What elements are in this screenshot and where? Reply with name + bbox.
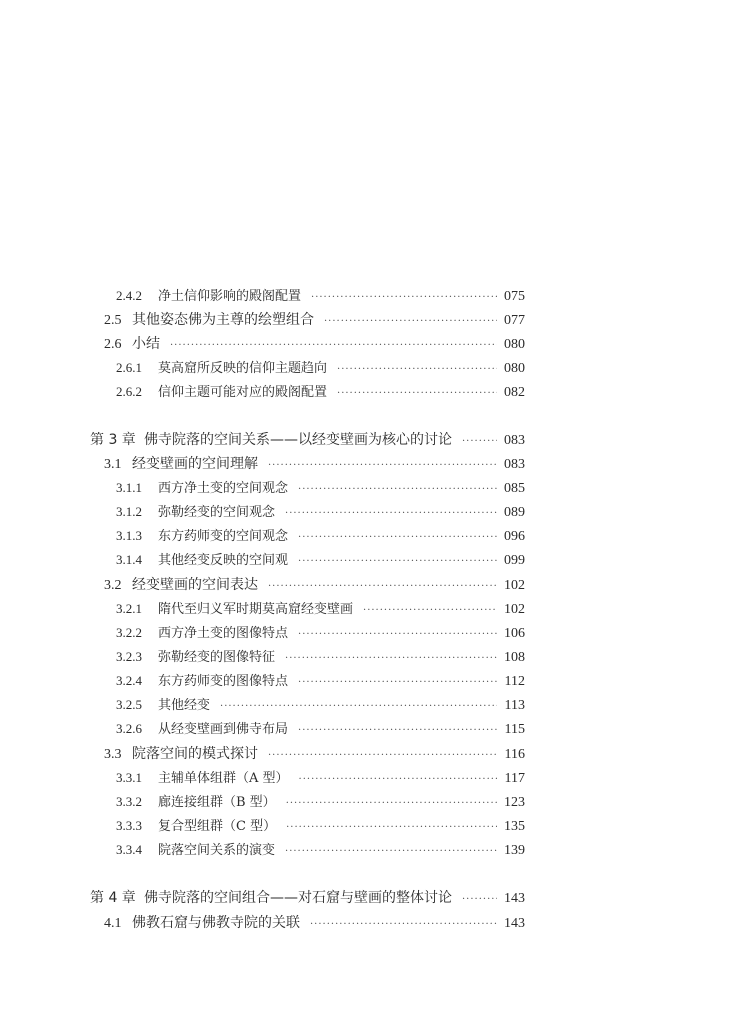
toc-entry — [116, 768, 525, 788]
toc-entry-title: 东方药师变的图像特点 — [158, 674, 289, 689]
toc-entry-page: 096 — [504, 529, 525, 544]
toc-entry — [104, 454, 525, 474]
toc-leader-dots — [363, 601, 497, 621]
toc-entry-title: 院落空间的模式探讨 — [132, 746, 258, 762]
toc-entry-title: 其他姿态佛为主尊的绘塑组合 — [132, 312, 314, 328]
toc-leader-dots — [285, 649, 497, 669]
toc-entry-title: 经变壁画的空间表达 — [132, 577, 258, 593]
toc-entry — [116, 719, 525, 739]
toc-leader-dots — [268, 456, 497, 476]
toc-leader-dots — [324, 312, 497, 332]
toc-leader-dots — [462, 890, 497, 910]
toc-entry-number: 3.2.4 — [116, 673, 142, 688]
toc-entry-title: 院落空间关系的演变 — [158, 843, 276, 858]
toc-entry-title: 弥勒经变的图像特征 — [158, 650, 276, 665]
toc-entry — [104, 310, 525, 330]
toc-entry-page: 143 — [504, 891, 525, 906]
toc-entry-title: 信仰主题可能对应的殿阁配置 — [158, 385, 328, 400]
toc-entry-title: 其他经变反映的空间观 — [158, 553, 289, 568]
toc-entry-page: 075 — [504, 289, 525, 304]
toc-entry-title: 弥勒经变的空间观念 — [158, 505, 276, 520]
toc-entry-title: 经变壁画的空间理解 — [132, 456, 258, 472]
toc-entry-number: 3.2 — [104, 578, 122, 593]
toc-leader-dots — [310, 915, 497, 935]
toc-entry-title: 东方药师变的空间观念 — [158, 529, 289, 544]
toc-entry — [90, 888, 525, 908]
toc-entry — [90, 430, 525, 450]
toc-entry-title: 西方净土变的图像特点 — [158, 626, 289, 641]
toc-entry-title: 小结 — [132, 336, 160, 352]
toc-entry-number: 3.3.2 — [116, 794, 142, 809]
toc-leader-dots — [286, 818, 497, 838]
toc-entry-page: 115 — [504, 722, 525, 737]
toc-entry-page: 116 — [504, 747, 525, 762]
toc-leader-dots — [268, 577, 497, 597]
toc-leader-dots — [268, 746, 497, 766]
toc-entry-number: 3.1.4 — [116, 552, 142, 567]
toc-entry-number: 3.3.4 — [116, 842, 142, 857]
toc-entry — [116, 647, 525, 667]
toc-entry — [116, 358, 525, 378]
toc-entry — [116, 840, 525, 860]
toc-entry-title: 佛教石窟与佛教寺院的关联 — [132, 915, 300, 931]
toc-entry-number: 2.5 — [104, 313, 122, 328]
toc-leader-dots — [337, 384, 497, 404]
toc-entry-number: 3.2.1 — [116, 601, 142, 616]
toc-entry-title: 复合型组群（C 型） — [158, 819, 277, 834]
toc-entry-page: 082 — [504, 385, 525, 400]
toc-entry-number: 3.1.1 — [116, 480, 142, 495]
toc-entry-page: 123 — [504, 795, 525, 810]
toc-entry-number: 3.1 — [104, 457, 122, 472]
toc-entry-number: 3.3 — [104, 747, 122, 762]
toc-leader-dots — [311, 288, 497, 308]
toc-entry-number: 3.2.2 — [116, 625, 142, 640]
toc-entry — [116, 671, 525, 691]
toc-leader-dots — [298, 528, 497, 548]
toc-entry-title: 西方净土变的空间观念 — [158, 481, 289, 496]
toc-leader-dots — [220, 697, 497, 717]
toc-entry — [116, 792, 525, 812]
toc-entry-number: 3.3.3 — [116, 818, 142, 833]
toc-leader-dots — [170, 336, 497, 356]
toc-entry-number: 3.3.1 — [116, 770, 142, 785]
toc-entry — [116, 502, 525, 522]
toc-entry — [116, 478, 525, 498]
toc-entry-number: 3.1.2 — [116, 504, 142, 519]
toc-leader-dots — [298, 721, 497, 741]
toc-leader-dots — [462, 432, 497, 452]
toc-leader-dots — [286, 794, 497, 814]
toc-entry-number: 4.1 — [104, 916, 122, 931]
toc-entry-page: 117 — [504, 771, 525, 786]
toc-entry-page: 102 — [504, 578, 525, 593]
toc-entry-page: 106 — [504, 626, 525, 641]
toc-entry-page: 113 — [504, 698, 525, 713]
toc-entry-title: 隋代至归义军时期莫高窟经变壁画 — [158, 602, 354, 617]
toc-entry-page: 112 — [504, 674, 525, 689]
toc-entry-number: 2.6.1 — [116, 360, 142, 375]
toc-entry — [116, 623, 525, 643]
toc-entry — [116, 286, 525, 306]
toc-entry — [104, 913, 525, 933]
toc-entry-number: 2.4.2 — [116, 288, 142, 303]
toc-entry-page: 083 — [504, 457, 525, 472]
toc-leader-dots — [337, 360, 497, 380]
toc-entry-page: 102 — [504, 602, 525, 617]
toc-leader-dots — [298, 480, 497, 500]
toc-entry-title: 其他经变 — [158, 698, 211, 713]
toc-leader-dots — [298, 625, 497, 645]
toc-entry-page: 143 — [504, 916, 525, 931]
toc-entry-page: 108 — [504, 650, 525, 665]
toc-entry-page: 139 — [504, 843, 525, 858]
toc-entry — [116, 382, 525, 402]
toc-entry — [116, 550, 525, 570]
toc-entry-number: 2.6 — [104, 337, 122, 352]
toc-entry-page: 089 — [504, 505, 525, 520]
toc-entry-title: 净土信仰影响的殿阁配置 — [158, 289, 302, 304]
toc-entry — [104, 575, 525, 595]
toc-entry-title: 主辅单体组群（A 型） — [158, 771, 289, 786]
toc-entry-number: 第 3 章 — [90, 432, 136, 448]
toc-entry-page: 077 — [504, 313, 525, 328]
toc-entry-number: 3.2.6 — [116, 721, 142, 736]
toc-entry-number: 3.2.3 — [116, 649, 142, 664]
toc-leader-dots — [298, 552, 497, 572]
toc-entry-page: 080 — [504, 361, 525, 376]
toc-entry-title: 佛寺院落的空间组合——对石窟与壁画的整体讨论 — [144, 890, 452, 906]
toc-entry — [116, 695, 525, 715]
toc-entry — [116, 816, 525, 836]
toc-entry — [104, 744, 525, 764]
toc-entry-page: 083 — [504, 433, 525, 448]
toc-entry — [116, 526, 525, 546]
toc-leader-dots — [299, 770, 497, 790]
toc-entry-page: 135 — [504, 819, 525, 834]
toc-entry-title: 廊连接组群（B 型） — [158, 795, 276, 810]
toc-entry-number: 2.6.2 — [116, 384, 142, 399]
toc-entry-number: 3.1.3 — [116, 528, 142, 543]
toc-leader-dots — [285, 842, 497, 862]
toc-entry-page: 099 — [504, 553, 525, 568]
toc-entry-page: 080 — [504, 337, 525, 352]
toc-entry-number: 3.2.5 — [116, 697, 142, 712]
toc-leader-dots — [298, 673, 497, 693]
toc-entry-title: 佛寺院落的空间关系——以经变壁画为核心的讨论 — [144, 432, 452, 448]
toc-entry-title: 从经变壁画到佛寺布局 — [158, 722, 289, 737]
toc-entry-title: 莫高窟所反映的信仰主题趋向 — [158, 361, 328, 376]
toc-entry-page: 085 — [504, 481, 525, 496]
toc-leader-dots — [285, 504, 497, 524]
toc-entry-number: 第 4 章 — [90, 890, 136, 906]
toc-entry — [104, 334, 525, 354]
toc-entry — [116, 599, 525, 619]
